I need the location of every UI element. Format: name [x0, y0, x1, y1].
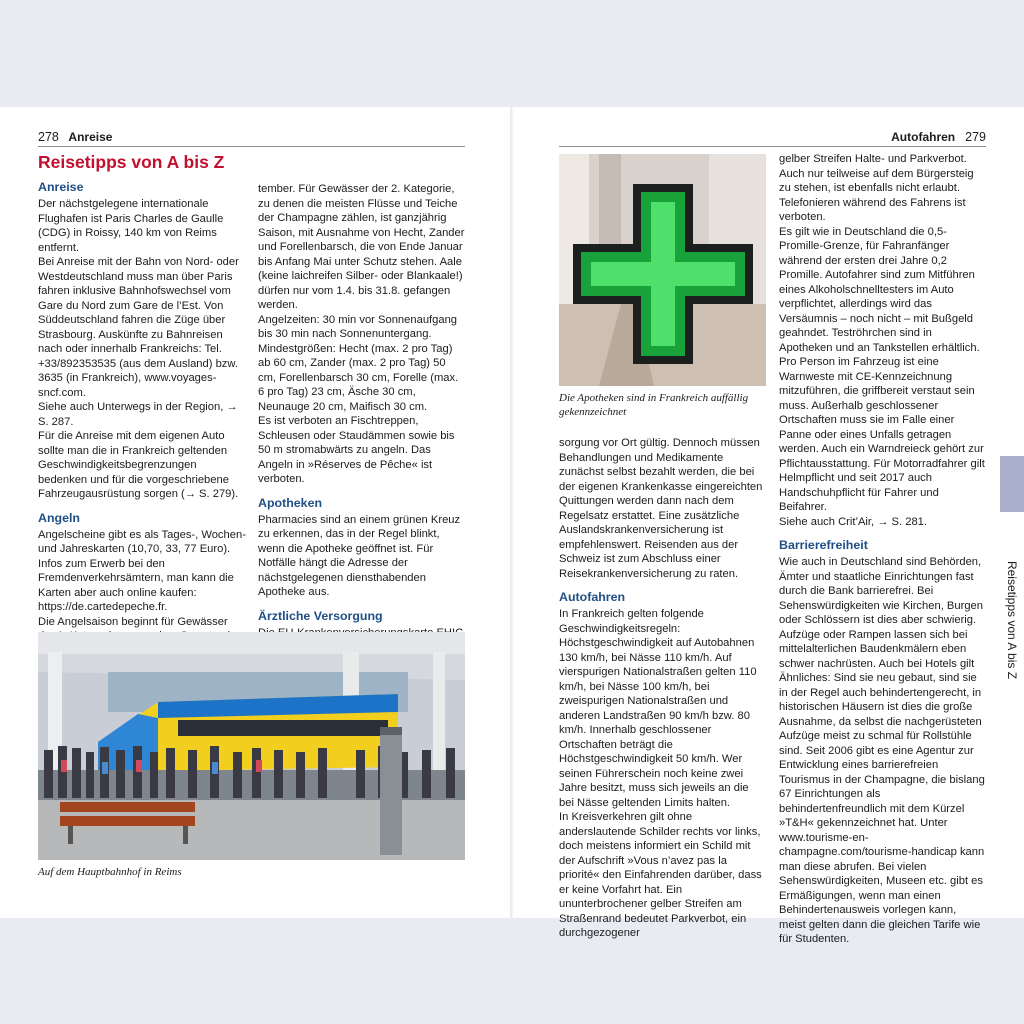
paragraph: Mindestgrößen: Hecht (max. 2 pro Tag) ab 60 cm, Zander (max. 2 pro Tag) 50 cm, Forellenbarsch 30 cm, Forelle (max. 6 pro Tag) 23 cm, Äsche 30 cm, Neunauge 20 cm, Maifisch 30 cm. [258, 342, 459, 413]
header-rule-right [559, 146, 986, 147]
left-running-head [38, 130, 112, 144]
book-gutter [510, 107, 514, 918]
paragraph: Es gilt wie in Deutschland die 0,5-Promille-Grenze, für Fahranfänger während der ersten drei Jahre 0,2 Promille. Autofahrer sind zum Mitführen eines Alkoholschnelltesters im Auto verpflichtet, allerdings wird das Versäumnis – noch nicht – mit Bußgeld geahndet. Teströhrchen sind in Apotheken und an Tankstellen erhältlich. Pro Person im Fahrzeug ist eine Warnweste mit CE-Kennzeichnung mitzuführen, die griffbereit verstaut sein muss. Außerhalb geschlossener Ortschaften muss sie im Falle einer Panne oder eines Unfalls getragen werden. Auch ein Warndreieck gehört zur Pflichtausstattung. Für Motorradfahrer gilt Helmpflicht und seit 2017 auch Handschuhpflicht für Fahrer und Beifahrer. [779, 225, 985, 513]
heading-apotheken: Apotheken [258, 495, 323, 510]
side-chapter-label: Reisetipps von A bis Z [1005, 560, 1019, 680]
running-head-left: Anreise [68, 130, 113, 144]
paragraph: sorgung vor Ort gültig. Dennoch müssen Behandlungen und Medikamente zunächst selbst bezahlt werden, die bei der eigenen Krankenkasse eingereichten Quittungen werden dann nach dem Regelsatz erstattet. Eine zusätzliche Auslandskrankenversicherung ist empfehlenswert. Reisenden aus der Schweiz ist zum Abschluss einer Reisekrankenversicherung zu raten. [559, 437, 763, 580]
station-photo [38, 632, 465, 860]
pharmacy-photo-caption: Die Apotheken sind in Frankreich auffällig gekennzeichnet [559, 392, 749, 418]
pharmacy-cross-image [559, 154, 766, 386]
paragraph: Bei Anreise mit der Bahn von Nord- oder Westdeutschland muss man über Paris fahren inklusive Bahnhofswechsel vom Gare du Nord zum Gare de l’Est. Von Süddeutschland fahren die Züge über Strasbourg. Auskünfte zu Bahnreisen nach oder innerhalb Frankreichs: Tel. +33/892353535 (aus dem Ausland) bzw. 3635 (in Frankreich), www.voyages-sncf.com. [38, 256, 239, 399]
pharmacy-photo [559, 154, 766, 386]
page-number-right: 279 [965, 130, 986, 144]
heading-angeln: Angeln [38, 510, 80, 525]
chapter-thumb-tab [1000, 456, 1024, 512]
paragraph: tember. Für Gewässer der 2. Kategorie, zu denen die meisten Flüsse und Teiche der Champagne zählen, ist ganzjährig Saison, mit Ausnahme von Hecht, Zander und Forellenbarsch, die von Ende Januar bis Anfang Mai unter Schutz stehen. Aale (keine laichreifen Silber- oder Blankaale!) dürfen nur vom 1.4. bis 31.8. gefangen werden. [258, 183, 465, 311]
paragraph: In Kreisverkehren gilt ohne anderslautende Schilder rechts vor links, doch meistens informiert ein Schild mit der Aufschrift »Vous n’avez pas la priorité« den Einfahrenden darüber, dass er keine Vorfahrt hat. Ein ununterbrochener gelber Streifen am Straßenrand bedeutet Parkverbot, ein durchgezogener [559, 811, 762, 939]
paragraph: Telefonieren während des Fahrens ist verboten. [779, 196, 966, 223]
heading-barrierefreiheit: Barrierefreiheit [779, 538, 868, 552]
left-col-1 [38, 180, 246, 673]
paragraph: Siehe auch Unterwegs in der Region, → S. 287. [38, 401, 238, 428]
heading-anreise: Anreise [38, 180, 84, 194]
heading-autofahren: Autofahren [559, 590, 626, 604]
paragraph: Der nächstgelegene internationale Flughafen ist Paris Charles de Gaulle (CDG) in Roissy, 140 km von Reims entfernt. [38, 198, 224, 254]
paragraph: In Frankreich gelten folgende Geschwindigkeitsregeln: Höchstgeschwindigkeit auf Autobahnen 130 km/h, bei Nässe 110 km/h. Auf vierspurigen Nationalstraßen gelten 110 km/h, bei Nässe 100 km/h, bei zweispurigen Nationalstraßen und anderen Landstraßen 90 km/h bzw. 80 km/h. Innerhalb geschlossener Ortschaften beträgt die Höchstgeschwindigkeit 50 km/h. Wer seinen Führerschein noch keine zwei Jahre besitzt, muss sich jeweils an die bei Nässe geltenden Limits halten. [559, 608, 757, 809]
paragraph: Wie auch in Deutschland sind Behörden, Ämter und staatliche Einrichtungen fast durch die Bank barrierefrei. Bei Sehenswürdigkeiten wie Kirchen, Burgen oder Schlössern ist dies aber schwierig. Aufzüge oder Rampen lassen sich bei mittelalterlichen Baudenkmälern eben schwer nachrüsten. Auch bei Hotels gilt Ähnliches: Sind sie neu gebaut, sind sie in der Regel auch behindertengerecht, in historischen Häusern ist dies die große Ausnahme, da selbst die nachgerüsteten Aufzüge meist zu schmal für Rollstühle sind. Seit 2006 gibt es eine Agentur zur Entwicklung eines barrierefreien Tourismus in der Champagne, die bislang 67 Einrichtungen als behindertenfreundlich mit dem Kürzel »T&H« gekennzeichnet hat. Unter www.tourisme-en-champagne.com/tourisme-handicap kann man diese abrufen. Bei vielen Sehenswürdigkeiten, Museen etc. gibt es Ermäßigungen, wenn man einen Behindertenausweis vorlegen kann, meist gelten dann die gleichen Tarife wie für Studenten. [779, 556, 985, 945]
chapter-title: Reisetipps von A bis Z [38, 152, 225, 172]
station-photo-image [38, 632, 465, 860]
header-rule-left [38, 146, 465, 147]
paragraph: gelber Streifen Halte- und Parkverbot. Auch nur teilweise auf dem Bürgersteig zu stehen, ist ebenfalls nicht erlaubt. [779, 153, 974, 194]
heading-aerztliche-versorgung: Ärztliche Versorgung [258, 608, 383, 623]
paragraph: Angelzeiten: 30 min vor Sonnenaufgang bis 30 min nach Sonnenuntergang. [258, 313, 458, 340]
paragraph: Pharmacies sind an einem grünen Kreuz zu erkennen, das in der Regel blinkt, wenn die Apotheke geöffnet ist. Für Notfälle hängt die Adresse der nächstgelegenen diensthabenden Apotheke aus. [258, 513, 461, 598]
station-photo-caption: Auf dem Hauptbahnhof in Reims [38, 866, 182, 878]
right-col-1 [559, 436, 766, 941]
paragraph: Angelscheine gibt es als Tages-, Wochen- und Jahreskarten (10,70, 33, 77 Euro). Infos zum Erwerb bei den Fremdenverkehrsämtern, man kann die Karten aber auch online kaufen: https://de.cartedepeche.fr. [38, 528, 246, 613]
paragraph: Es ist verboten an Fischtreppen, Schleusen oder Staudämmen sowie bis 50 m stromabwärts zu angeln. Das Angeln in »Réserves de Pêche« ist verboten. [258, 415, 455, 485]
right-running-head [891, 130, 986, 144]
running-head-right: Autofahren [891, 130, 956, 144]
page-number-left: 278 [38, 130, 59, 144]
left-col-2 [258, 182, 465, 655]
right-col-2 [779, 152, 986, 947]
paragraph: Siehe auch Crit’Air, → S. 281. [779, 515, 927, 528]
paragraph: Die Angelsaison beginnt für Gewässer [38, 615, 228, 628]
paragraph: Für die Anreise mit dem eigenen Auto sollte man die in Frankreich geltenden Geschwindigkeitsbegrenzungen bedenken und für die vorgeschriebene Fahrzeugausrüstung sorgen (→ S. 279). [38, 430, 239, 500]
